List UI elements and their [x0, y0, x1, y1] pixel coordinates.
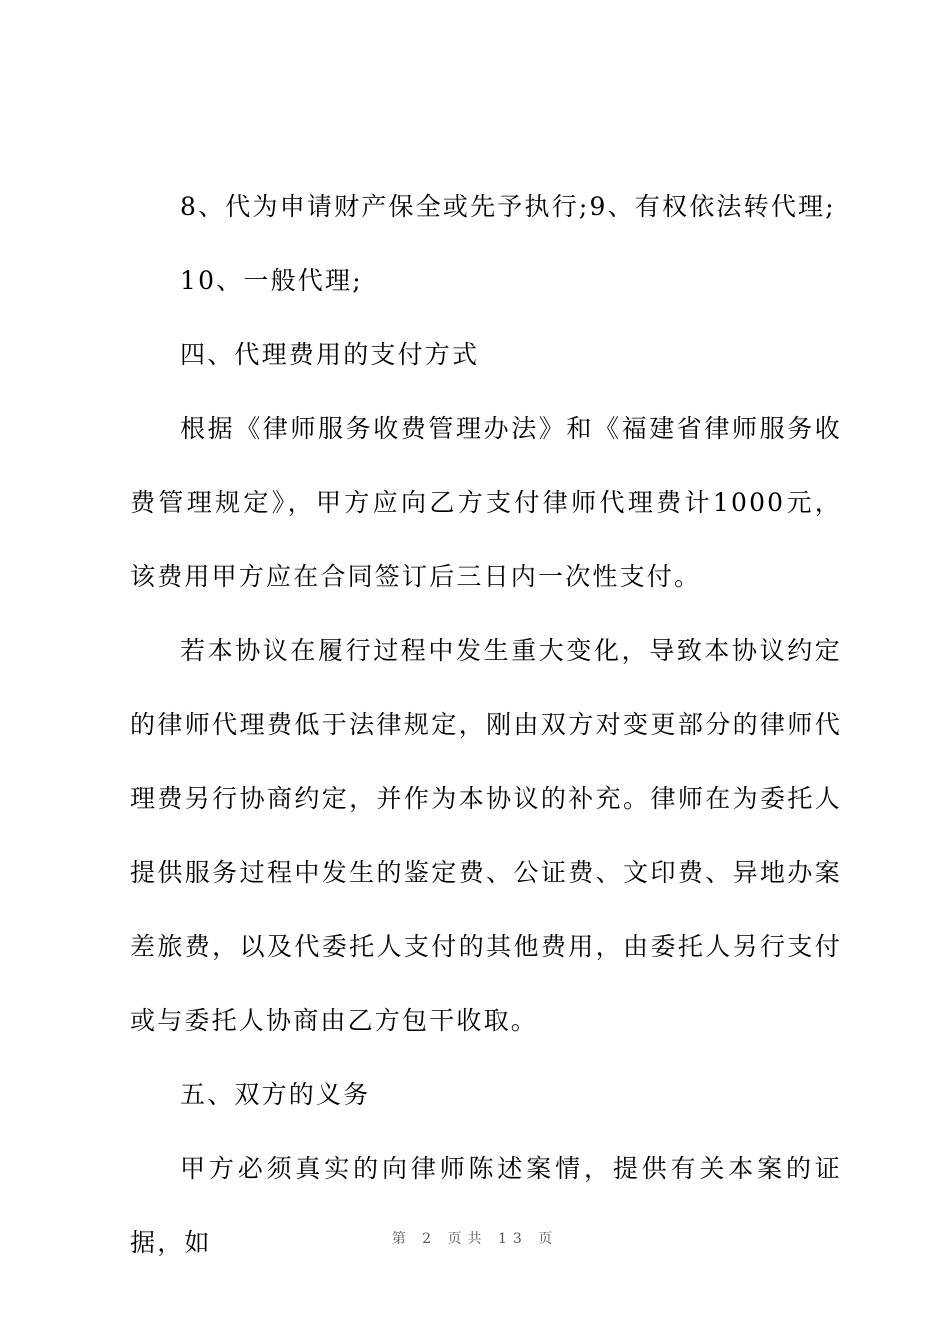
document-body: [130, 170, 842, 1280]
paragraph-fee-changes: 若本协议在履行过程中发生重大变化，导致本协议约定的律师代理费低于法律规定，刚由双方对变更部分的律师代理费另行协商约定，并作为本协议的补充。律师在为委托人提供服务过程中发生的鉴定费、公证费、文印费、异地办案差旅费，以及代委托人支付的其他费用，由委托人另行支付或与委托人协商由乙方包干收取。: [130, 636, 842, 1035]
section-heading-obligations: 五、双方的义务: [180, 1080, 371, 1109]
paragraph-party-a-obligations: 甲方必须真实的向律师陈述案情，提供有关本案的证据，如: [130, 1154, 842, 1257]
page-number-footer: 第 2 页共 13 页: [391, 1231, 559, 1247]
section-heading-payment: 四、代理费用的支付方式: [180, 340, 480, 369]
paragraph-item-10: 10、一般代理;: [180, 266, 363, 295]
paragraph-payment-terms: 根据《律师服务收费管理办法》和《福建省律师服务收费管理规定》，甲方应向乙方支付律师代理费计1000元，该费用甲方应在合同签订后三日内一次性支付。: [130, 414, 842, 591]
paragraph-item-8-9: 8、代为申请财产保全或先予执行;9、有权依法转代理;: [180, 192, 836, 221]
